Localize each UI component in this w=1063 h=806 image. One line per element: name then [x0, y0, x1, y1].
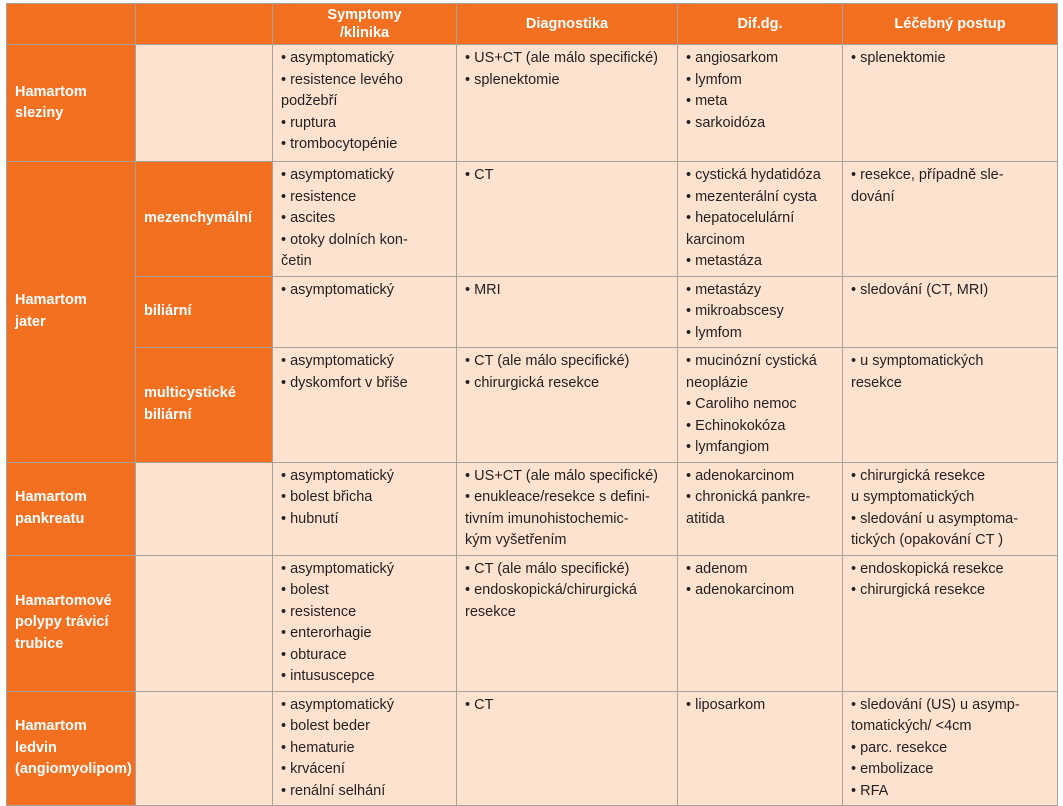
list-item: • endoskopická resekce — [851, 560, 1004, 577]
row-subheading — [136, 462, 273, 555]
header-blank-1 — [7, 4, 136, 45]
list-item: • adenokarcinom — [686, 467, 795, 484]
list-item: • dyskomfort v břiše — [281, 374, 408, 391]
diagnostics-cell — [457, 162, 678, 277]
list-item: • enterorhagie — [281, 625, 372, 641]
hamartoma-table — [6, 3, 1058, 806]
list-item: • bolest — [281, 582, 329, 598]
list-item: • krvácení — [281, 761, 345, 777]
list-item: • US+CT (ale málo specifické) — [465, 50, 658, 66]
treatment-cell — [843, 45, 1058, 162]
list-item: • resistence — [281, 603, 357, 620]
row-heading: Hamartom sleziny — [7, 45, 136, 162]
symptoms-cell — [273, 462, 457, 555]
table-container — [6, 3, 1057, 806]
symptoms-cell — [273, 276, 457, 348]
list-item: • hematurie — [281, 739, 355, 756]
list-item: • resekce, případně sle- dování — [851, 167, 1004, 205]
list-item: • u symptomatických resekce — [851, 353, 984, 391]
table-row — [7, 691, 1058, 806]
list-item: • chirurgická resekce — [851, 582, 986, 598]
list-item: • adenom — [686, 560, 748, 577]
row-subheading: biliární — [136, 276, 273, 348]
header-row — [7, 4, 1058, 45]
list-item: • US+CT (ale málo specifické) — [465, 467, 658, 484]
list-item: • sarkoidóza — [686, 114, 766, 131]
symptoms-cell — [273, 555, 457, 691]
row-heading: Hamartom pankreatu — [7, 462, 136, 555]
list-item: • asymptomatický — [281, 281, 395, 298]
list-item: • mikroabscesy — [686, 303, 784, 319]
list-item: • meta — [686, 93, 728, 109]
list-item: • Caroliho nemoc — [686, 396, 797, 412]
table-row — [7, 45, 1058, 162]
header-symptoms: Symptomy /klinika — [273, 4, 457, 45]
list-item: • endoskopická/chirurgická resekce — [465, 582, 637, 620]
list-item: • splenektomie — [851, 50, 946, 66]
list-item: • hepatocelulární karcinom — [686, 210, 795, 248]
header-diagnostics: Diagnostika — [457, 4, 678, 45]
list-item: • intususcepce — [281, 668, 375, 684]
list-item: • asymptomatický — [281, 50, 395, 66]
list-item: • bolest břicha — [281, 489, 373, 505]
list-item: • sledování (CT, MRI) — [851, 281, 989, 298]
diagnostics-cell — [457, 276, 678, 348]
header-treatment: Léčebný postup — [843, 4, 1058, 45]
row-heading: Hamartomové polypy trávicí trubice — [7, 555, 136, 691]
symptoms-cell — [273, 348, 457, 463]
table-row — [7, 276, 1058, 348]
list-item: • asymptomatický — [281, 560, 395, 577]
list-item: • ruptura — [281, 114, 337, 131]
diagnostics-cell — [457, 45, 678, 162]
diagnostics-cell — [457, 555, 678, 691]
list-item: • CT — [465, 167, 494, 183]
list-item: • Echinokokóza — [686, 417, 786, 434]
list-item: • CT (ale málo specifické) — [465, 353, 630, 369]
list-item: • bolest beder — [281, 718, 370, 734]
list-item: • trombocytopénie — [281, 136, 398, 152]
list-item: • chronická pankre- atitida — [686, 489, 811, 527]
list-item: • resistence levého podžebří — [281, 71, 403, 109]
row-subheading: multicystické biliární — [136, 348, 273, 463]
list-item: • metastáza — [686, 253, 762, 269]
list-item: • sledování u asymptoma- tických (opakování CT ) — [851, 510, 1019, 548]
row-subheading: mezenchymální — [136, 162, 273, 277]
list-item: • otoky dolních kon- četin — [281, 231, 408, 269]
list-item: • asymptomatický — [281, 353, 395, 369]
treatment-cell — [843, 276, 1058, 348]
table-row — [7, 348, 1058, 463]
row-heading: Hamartom jater — [7, 162, 136, 463]
list-item: • liposarkom — [686, 696, 766, 713]
list-item: • angiosarkom — [686, 50, 779, 66]
difdg-cell — [678, 462, 843, 555]
list-item: • lymfom — [686, 324, 742, 341]
list-item: • obturace — [281, 646, 347, 663]
list-item: • chirurgická resekce — [465, 374, 600, 391]
table-row — [7, 162, 1058, 277]
difdg-cell — [678, 162, 843, 277]
table-row — [7, 462, 1058, 555]
treatment-cell — [843, 555, 1058, 691]
list-item: • ascites — [281, 210, 336, 226]
difdg-cell — [678, 276, 843, 348]
symptoms-cell — [273, 691, 457, 806]
symptoms-cell — [273, 45, 457, 162]
list-item: • splenektomie — [465, 71, 560, 88]
list-item: • resistence — [281, 188, 357, 205]
list-item: • chirurgická resekce u symptomatických — [851, 467, 986, 505]
list-item: • renální selhání — [281, 782, 386, 799]
list-item: • enukleace/resekce s defini- tivním imunohistochemic- kým vyšetřením — [465, 489, 650, 548]
list-item: • asymptomatický — [281, 467, 395, 484]
list-item: • RFA — [851, 782, 889, 799]
list-item: • asymptomatický — [281, 696, 395, 713]
list-item: • lymfangiom — [686, 439, 770, 455]
difdg-cell — [678, 555, 843, 691]
difdg-cell — [678, 691, 843, 806]
row-heading: Hamartom ledvin (angiomyolipom) — [7, 691, 136, 806]
list-item: • MRI — [465, 281, 501, 298]
treatment-cell — [843, 162, 1058, 277]
difdg-cell — [678, 348, 843, 463]
table-row — [7, 555, 1058, 691]
row-subheading — [136, 555, 273, 691]
symptoms-cell — [273, 162, 457, 277]
row-subheading — [136, 691, 273, 806]
list-item: • CT (ale málo specifické) — [465, 560, 630, 577]
list-item: • lymfom — [686, 71, 742, 88]
list-item: • asymptomatický — [281, 167, 395, 183]
list-item: • mezenterální cysta — [686, 188, 817, 205]
treatment-cell — [843, 691, 1058, 806]
row-subheading — [136, 45, 273, 162]
list-item: • mucinózní cystická neoplázie — [686, 353, 817, 391]
list-item: • metastázy — [686, 281, 762, 298]
treatment-cell — [843, 462, 1058, 555]
diagnostics-cell — [457, 691, 678, 806]
header-blank-2 — [136, 4, 273, 45]
list-item: • cystická hydatidóza — [686, 167, 821, 183]
diagnostics-cell — [457, 348, 678, 463]
diagnostics-cell — [457, 462, 678, 555]
list-item: • CT — [465, 696, 494, 713]
treatment-cell — [843, 348, 1058, 463]
list-item: • parc. resekce — [851, 739, 948, 756]
list-item: • hubnutí — [281, 510, 339, 527]
header-difdg: Dif.dg. — [678, 4, 843, 45]
list-item: • sledování (US) u asymp- tomatických/ <4cm — [851, 696, 1020, 734]
list-item: • embolizace — [851, 761, 934, 777]
list-item: • adenokarcinom — [686, 582, 795, 598]
difdg-cell — [678, 45, 843, 162]
